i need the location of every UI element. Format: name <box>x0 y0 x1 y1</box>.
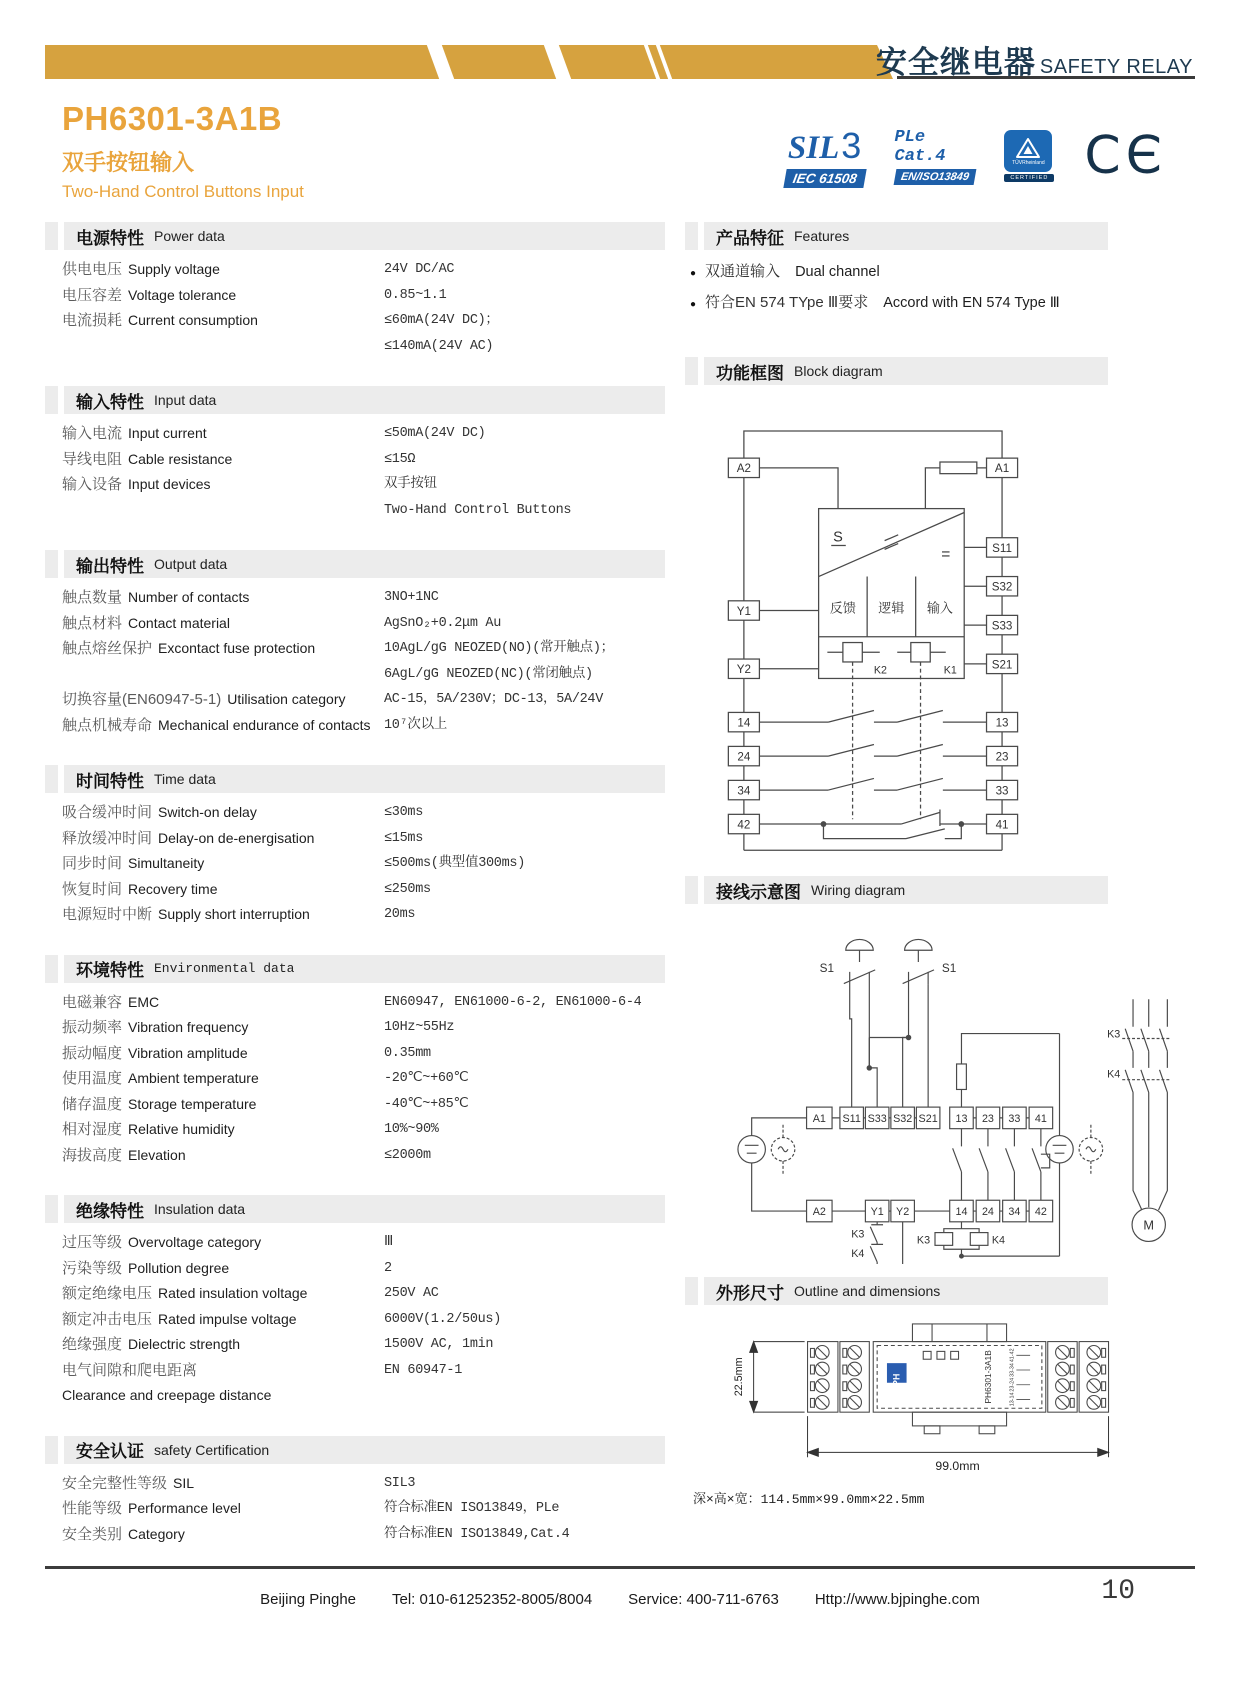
section-output-data <box>45 550 665 738</box>
spec-label-cn: 输入电流 <box>62 425 123 442</box>
spec-label-cn: 振动频率 <box>62 1019 123 1036</box>
spec-row <box>45 902 665 928</box>
spec-label-cn: 释放缓冲时间 <box>62 829 153 847</box>
terminal-label: S32 <box>893 1112 913 1125</box>
footer-company: Beijing Pinghe <box>260 1590 356 1608</box>
ph-logo-text: PH <box>891 1373 902 1386</box>
spec-label-en: Excontact fuse protection <box>158 640 316 656</box>
tuv-certified-text: CERTIFIED <box>1004 174 1054 182</box>
content-columns <box>45 222 1195 1574</box>
page-footer <box>45 1566 1195 1608</box>
block-column-label: 输入 <box>926 600 954 616</box>
terminal-label: Y2 <box>896 1205 910 1218</box>
block-terminals <box>728 458 1017 834</box>
symbol-eq: = <box>941 546 951 564</box>
product-subtitle-en: Two-Hand Control Buttons Input <box>62 182 304 201</box>
spec-row <box>45 713 665 739</box>
spec-label-cn: 相对湿度 <box>62 1121 123 1138</box>
spec-value: ≤250ms <box>384 881 431 897</box>
sil-level: 3 <box>841 124 862 166</box>
spec-value: 1500V AC, 1min <box>384 1337 494 1352</box>
terminal-label: 23 <box>981 1112 994 1125</box>
section-header <box>685 357 1108 385</box>
banner-stripe <box>425 41 455 83</box>
terminal-label: 41 <box>995 818 1009 832</box>
section-title-cn: 接线示意图 <box>716 882 801 902</box>
spec-value: 2 <box>384 1260 392 1276</box>
spec-label-cn: 额定冲击电压 <box>62 1310 153 1328</box>
spec-label-en: Overvoltage category <box>128 1234 262 1250</box>
section-title-en: Input data <box>154 392 217 408</box>
spec-row <box>45 1015 665 1041</box>
spec-label-en: Category <box>128 1525 185 1542</box>
footer-rule <box>45 1566 1195 1569</box>
spec-row <box>45 1307 665 1333</box>
spec-value: -20℃~+60℃ <box>384 1071 469 1086</box>
footer-website[interactable]: Http://www.bjpinghe.com <box>814 1590 980 1608</box>
spec-value: 24V DC/AC <box>384 262 455 277</box>
footer-tel: Tel: 010-61252352-8005/8004 <box>392 1590 593 1608</box>
spec-label-en: Delay-on de-energisation <box>158 829 315 846</box>
block-diagram <box>707 392 1037 863</box>
spec-label-cn: 切换容量(EN60947-5-1) <box>62 691 222 708</box>
spec-row <box>45 308 665 359</box>
terminal-label: S21 <box>991 658 1013 672</box>
spec-label-cn: 吸合缓冲时间 <box>62 804 153 821</box>
spec-label-cn: 额定绝缘电压 <box>62 1285 153 1302</box>
spec-label-cn: 供电电压 <box>62 261 123 278</box>
spec-label-cn: 使用温度 <box>62 1070 123 1087</box>
spec-value: 符合标准EN ISO13849，PLe <box>384 1501 560 1516</box>
spec-row <box>45 1522 665 1548</box>
spec-value: Two-Hand Control Buttons <box>384 502 572 518</box>
terminal-label: A1 <box>994 462 1010 476</box>
spec-label-en: Dielectric strength <box>128 1336 241 1352</box>
spec-value: 3NO+1NC <box>384 590 439 605</box>
section-title-cn: 产品特征 <box>716 228 784 248</box>
section-title-cn: 安全认证 <box>76 1442 144 1461</box>
section-title-cn: 绝缘特性 <box>76 1201 144 1221</box>
spec-row <box>45 1092 665 1118</box>
section-header <box>45 222 665 250</box>
block-wires <box>744 431 1002 850</box>
terminal-label: 13 <box>955 1112 968 1125</box>
section-title-en: Insulation data <box>154 1201 246 1217</box>
spec-column <box>45 222 665 1574</box>
spec-label-en: Mechanical endurance of contacts <box>158 716 371 733</box>
spec-label-cn: 导线电阻 <box>62 450 123 468</box>
eniso13849-badge: EN/ISO13849 <box>893 169 976 185</box>
terminal-label: Y1 <box>870 1205 884 1218</box>
terminal-label: 33 <box>1008 1112 1021 1125</box>
coil-label: K3 <box>916 1234 931 1247</box>
spec-row <box>45 1496 665 1522</box>
spec-label-en: Pollution degree <box>128 1259 230 1276</box>
page-number: 10 <box>1101 1576 1135 1607</box>
product-block <box>62 100 304 202</box>
section-header <box>45 550 665 578</box>
contactor-label: K4 <box>851 1248 865 1261</box>
spec-row <box>45 611 665 637</box>
section-title-cn: 功能框图 <box>716 363 784 383</box>
section-time-data <box>45 765 665 928</box>
coil-label: K4 <box>991 1234 1006 1247</box>
spec-value: 双手按钮 <box>384 477 437 492</box>
section-title-en: Power data <box>154 228 225 244</box>
spec-row <box>45 1281 665 1307</box>
spec-row <box>45 1471 665 1497</box>
product-model: PH6301-3A1B <box>62 100 283 137</box>
ple-label: PLe <box>894 127 926 147</box>
banner-title <box>876 37 1193 82</box>
section-safety-certification <box>45 1436 665 1548</box>
width-dimension-label: 99.0mm <box>935 1459 980 1474</box>
spec-row <box>45 636 665 687</box>
spec-value: 10Hz~55Hz <box>384 1020 455 1035</box>
spec-row <box>45 877 665 903</box>
spec-value: ≤30ms <box>384 805 424 820</box>
block-column-label: 反馈 <box>829 600 856 616</box>
ce-mark: CЄ <box>1084 126 1167 186</box>
spec-value: 6AgL/gG NEOZED(NC)(常闭触点) <box>384 666 593 682</box>
section-header <box>45 765 665 793</box>
spec-value: ≤140mA(24V AC) <box>384 338 494 354</box>
spec-label-en: Clearance and creepage distance <box>62 1387 272 1403</box>
spec-label-cn: 触点材料 <box>62 614 123 632</box>
spec-row <box>45 447 665 473</box>
spec-row <box>45 1041 665 1067</box>
spec-label-en: Supply short interruption <box>158 906 310 922</box>
terminal-label: 14 <box>737 716 751 730</box>
terminal-label: 14 <box>955 1205 968 1218</box>
spec-row <box>45 1332 665 1358</box>
section-title-cn: 输入特性 <box>76 392 144 412</box>
feature-en: Dual channel <box>795 264 880 280</box>
terminal-label: S33 <box>867 1112 887 1125</box>
spec-label-cn: 输入设备 <box>62 476 123 493</box>
sil-label: SIL <box>787 129 840 166</box>
spec-value: AgSnO₂+0.2μm Au <box>384 615 502 631</box>
terminal-label: 33 <box>995 784 1009 798</box>
spec-value: SIL3 <box>384 1475 416 1491</box>
spec-value: -40℃~+85℃ <box>384 1096 469 1112</box>
tuv-brand-text: TÜVRheinland <box>1012 159 1045 166</box>
spec-row <box>45 1358 665 1409</box>
terminal-label: 34 <box>737 784 751 798</box>
spec-value: 0.35mm <box>384 1045 431 1061</box>
spec-label-en: Switch-on delay <box>158 804 257 820</box>
feature-item <box>685 257 1195 288</box>
relay-label: K1 <box>943 664 957 677</box>
spec-row <box>45 1143 665 1169</box>
bullet-icon: ● <box>690 268 697 279</box>
spec-value: ≤60mA(24V DC)； <box>384 313 499 328</box>
spec-value: 10%~90% <box>384 1122 439 1137</box>
spec-value: EN60947, EN61000-6-2, EN61000-6-4 <box>384 994 642 1010</box>
section-outline-dimensions <box>685 1277 1195 1507</box>
spec-label-cn: 电气间隙和爬电距离 <box>62 1361 198 1379</box>
terminal-label: 13 <box>995 716 1009 730</box>
spec-label-cn: 电流损耗 <box>62 312 123 329</box>
product-subtitle-cn: 双手按钮输入 <box>62 150 195 175</box>
terminal-label: S11 <box>992 541 1012 555</box>
svg-text:23-24: 23-24 <box>1009 1377 1016 1392</box>
spec-label-cn: 电压容差 <box>62 286 123 304</box>
section-title-en: safety Certification <box>154 1441 270 1458</box>
spec-label-en: Cable resistance <box>128 450 233 467</box>
banner-orange-band <box>45 45 893 79</box>
terminal-label: 34 <box>1008 1205 1021 1218</box>
symbol-s: S <box>833 529 843 546</box>
section-title-en: Outline and dimensions <box>794 1283 941 1299</box>
spec-value: 0.85~1.1 <box>384 287 447 303</box>
spec-value: 250V AC <box>384 1286 439 1301</box>
spec-label-en: Storage temperature <box>128 1095 257 1112</box>
banner-title-cn: 安全继电器 <box>875 45 1036 80</box>
spec-label-en: SIL <box>173 1474 195 1491</box>
spec-label-cn: 同步时间 <box>62 855 123 872</box>
header-banner <box>45 45 1195 85</box>
terminal-label: 23 <box>995 750 1009 764</box>
spec-row <box>45 257 665 283</box>
svg-text:41-42: 41-42 <box>1009 1348 1016 1363</box>
section-title-cn: 外形尺寸 <box>716 1283 784 1303</box>
section-header <box>45 1436 665 1464</box>
block-column-label: 逻辑 <box>878 600 905 616</box>
section-wiring-diagram <box>685 876 1195 1269</box>
section-block-diagram <box>685 357 1195 868</box>
spec-label-en: EMC <box>128 993 160 1010</box>
bullet-icon: ● <box>690 299 697 310</box>
certification-marks <box>785 110 1167 202</box>
spec-value: EN 60947-1 <box>384 1362 463 1378</box>
terminal-label: 24 <box>981 1205 994 1218</box>
terminal-label: 41 <box>1034 1112 1047 1125</box>
spec-value: 6000V(1.2/50us) <box>384 1311 502 1327</box>
spec-value: ≤15ms <box>384 830 424 846</box>
spec-value: ≤15Ω <box>384 451 416 467</box>
spec-label-cn: 电源短时中断 <box>62 906 153 923</box>
relay-label: K2 <box>873 664 887 677</box>
spec-label-cn: 性能等级 <box>62 1500 123 1517</box>
spec-row <box>45 1256 665 1282</box>
device-contact-numbers <box>1009 1348 1015 1406</box>
section-input-data <box>45 386 665 523</box>
spec-label-en: Recovery time <box>128 880 218 897</box>
spec-value: Ⅲ <box>384 1235 394 1250</box>
terminal-label: 42 <box>737 818 751 832</box>
section-insulation-data <box>45 1195 665 1409</box>
spec-row <box>45 851 665 877</box>
spec-label-cn: 触点机械寿命 <box>62 716 153 734</box>
spec-row <box>45 800 665 826</box>
spec-label-cn: 安全类别 <box>62 1525 123 1543</box>
cat4-label: Cat.4 <box>894 146 946 166</box>
section-title-en: Environmental data <box>154 961 295 976</box>
spec-label-en: Vibration frequency <box>128 1019 249 1035</box>
spec-label-en: Input devices <box>128 476 211 492</box>
spec-row <box>45 585 665 611</box>
section-environmental-data <box>45 955 665 1169</box>
spec-row <box>45 1117 665 1143</box>
section-power-data <box>45 222 665 359</box>
feature-cn: 符合EN 574 TYpe Ⅲ要求 <box>705 294 869 311</box>
section-title-en: Wiring diagram <box>811 882 906 898</box>
svg-text:13-14: 13-14 <box>1009 1392 1016 1407</box>
outline-drawing <box>685 1312 1185 1479</box>
feature-item <box>685 288 1195 319</box>
ple-cat4-badge <box>895 128 975 185</box>
outline-module <box>808 1324 1109 1434</box>
spec-label-cn: 污染等级 <box>62 1259 123 1277</box>
spec-label-en: Rated impulse voltage <box>158 1310 297 1327</box>
section-title-cn: 电源特性 <box>76 228 144 248</box>
device-model-label: PH6301-3A1B <box>982 1350 993 1404</box>
spec-label-en: Simultaneity <box>128 855 205 871</box>
wiring-diagram <box>685 911 1185 1264</box>
section-header <box>685 876 1108 904</box>
spec-value: ≤2000m <box>384 1147 431 1163</box>
feature-en: Accord with EN 574 Type Ⅲ <box>883 295 1060 311</box>
spec-value: 符合标准EN ISO13849,Cat.4 <box>384 1526 570 1542</box>
footer-items <box>45 1591 1195 1608</box>
section-title-en: Block diagram <box>794 363 883 379</box>
diagram-column <box>685 222 1195 1574</box>
spec-label-en: Contact material <box>128 614 230 631</box>
tuv-triangle-icon <box>1015 137 1041 159</box>
spec-label-en: Ambient temperature <box>128 1070 259 1086</box>
spec-label-cn: 触点数量 <box>62 589 123 606</box>
spec-value: 10⁷次以上 <box>384 717 448 733</box>
banner-title-en: SAFETY RELAY <box>1039 56 1193 78</box>
spec-label-cn: 安全完整性等级 <box>62 1474 168 1492</box>
spec-row <box>45 1230 665 1256</box>
spec-row <box>45 472 665 523</box>
spec-label-en: Relative humidity <box>128 1121 235 1137</box>
dimensions-caption: 深×高×宽：114.5mm×99.0mm×22.5mm <box>693 1492 925 1507</box>
spec-value: 10AgL/gG NEOZED(NO)(常开触点)； <box>384 641 614 656</box>
section-header <box>45 955 665 983</box>
section-title-en: Time data <box>154 771 216 787</box>
spec-label-cn: 过压等级 <box>62 1234 123 1251</box>
spec-label-en: Utilisation category <box>227 691 346 707</box>
wiring-terminals <box>807 1107 1053 1222</box>
title-row <box>62 100 1195 202</box>
section-title-en: Output data <box>154 556 228 572</box>
section-features <box>685 222 1195 319</box>
feature-cn: 双通道输入 <box>705 263 781 280</box>
spec-label-en: Elevation <box>128 1146 186 1163</box>
spec-row <box>45 826 665 852</box>
contactor-label: K3 <box>1107 1028 1121 1041</box>
spec-row <box>45 687 665 713</box>
spec-label-en: Voltage tolerance <box>128 286 237 303</box>
terminal-label: 24 <box>737 750 751 764</box>
section-title-cn: 时间特性 <box>76 771 144 791</box>
svg-text:33-34: 33-34 <box>1009 1363 1016 1377</box>
section-title-en: Features <box>794 228 850 244</box>
spec-value: AC-15，5A/230V；DC-13，5A/24V <box>384 692 604 707</box>
height-dimension-label: 22.5mm <box>732 1357 745 1397</box>
spec-label-en: Performance level <box>128 1500 241 1516</box>
spec-row <box>45 990 665 1016</box>
spec-label-cn: 储存温度 <box>62 1095 123 1113</box>
spec-row <box>45 1066 665 1092</box>
contactor-label: K4 <box>1107 1068 1121 1081</box>
spec-label-cn: 海拔高度 <box>62 1146 123 1164</box>
terminal-label: A2 <box>736 462 751 476</box>
spec-label-en: Input current <box>128 425 207 441</box>
spec-label-en: Number of contacts <box>128 589 250 605</box>
iec61508-badge: IEC 61508 <box>783 169 866 188</box>
terminal-label: Y1 <box>736 604 751 618</box>
spec-value: 20ms <box>384 907 416 922</box>
spec-label-cn: 触点熔丝保护 <box>62 640 153 657</box>
spec-label-en: Supply voltage <box>128 261 220 277</box>
spec-label-cn: 绝缘强度 <box>62 1336 123 1353</box>
section-header <box>685 1277 1108 1305</box>
spec-label-cn: 恢复时间 <box>62 880 123 898</box>
terminal-label: S21 <box>918 1112 938 1125</box>
spec-label-en: Rated insulation voltage <box>158 1285 308 1301</box>
terminal-label: Y2 <box>736 663 751 677</box>
button-label: S1 <box>941 961 957 975</box>
spec-label-cn: 振动幅度 <box>62 1044 123 1062</box>
terminal-label: S33 <box>991 619 1013 633</box>
spec-label-cn: 电磁兼容 <box>62 993 123 1011</box>
banner-stripe <box>542 41 572 83</box>
footer-service: Service: 400-711-6763 <box>628 1590 779 1608</box>
contactor-label: K3 <box>851 1228 865 1241</box>
spec-value: ≤50mA(24V DC) <box>384 426 486 441</box>
spec-row <box>45 421 665 447</box>
spec-label-en: Vibration amplitude <box>128 1044 248 1061</box>
section-header <box>685 222 1108 250</box>
terminal-label: A2 <box>812 1205 826 1218</box>
button-label: S1 <box>819 961 835 975</box>
block-inner-labels <box>830 530 957 677</box>
terminal-label: S32 <box>991 580 1013 594</box>
section-title-cn: 环境特性 <box>76 961 144 980</box>
tuv-logo <box>1004 130 1054 182</box>
spec-value: ≤500ms(典型值300ms) <box>384 856 526 871</box>
motor-label: M <box>1143 1217 1155 1233</box>
terminal-label: A1 <box>812 1112 826 1125</box>
terminal-label: 42 <box>1034 1205 1047 1218</box>
spec-row <box>45 283 665 309</box>
sil3-badge <box>785 125 865 188</box>
section-title-cn: 输出特性 <box>76 556 144 576</box>
terminal-label: S11 <box>842 1112 861 1125</box>
section-header <box>45 386 665 414</box>
spec-label-en: Current consumption <box>128 312 258 328</box>
section-header <box>45 1195 665 1223</box>
